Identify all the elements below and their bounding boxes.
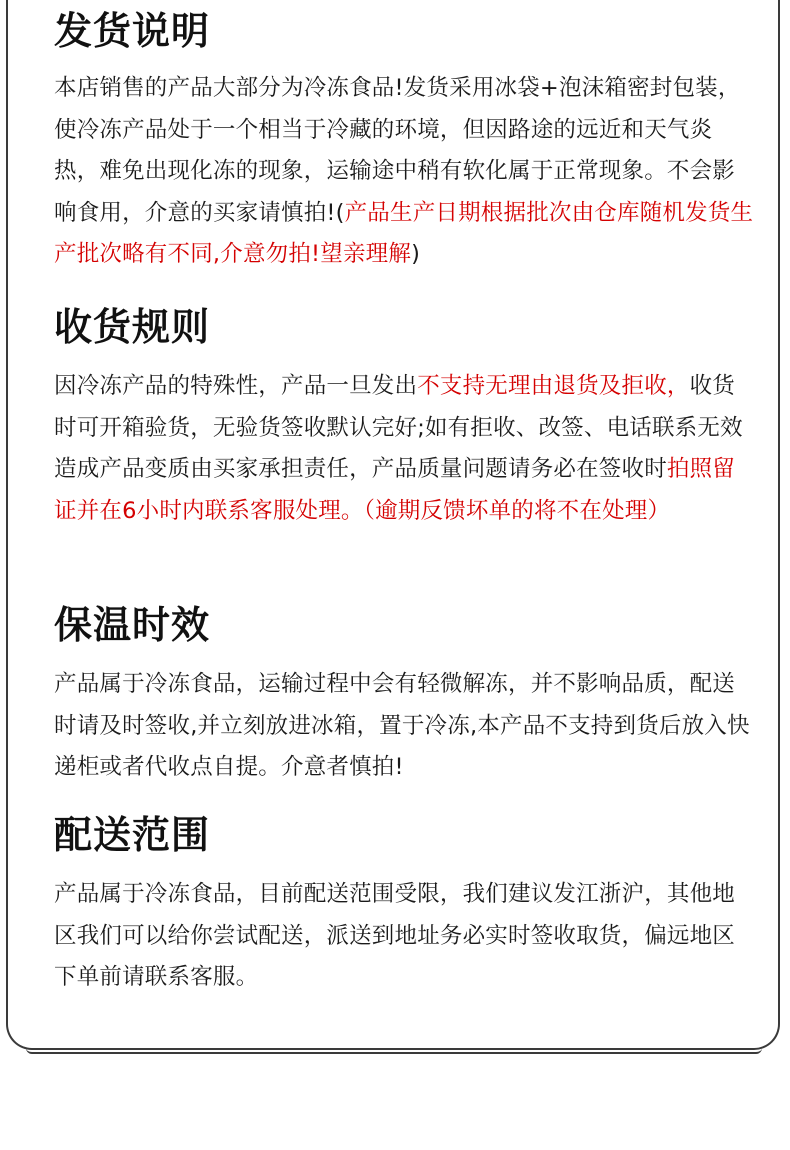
insulation-title: 保温时效: [54, 603, 211, 647]
receiving-section: [54, 304, 754, 532]
shipping-body-tail: ): [411, 241, 421, 267]
shipping-body: [54, 68, 754, 276]
receiving-body-text-2: 收货时可开箱验货，无验货签收默认完好;如有拒收、改签、电话联系无效造成产品变质由买家承担责任，产品质量问题请务必在签收时: [54, 373, 743, 482]
receiving-body-highlight-1: 不支持无理由退货及拒收，: [417, 373, 690, 399]
card-bottom-edge: [26, 1048, 762, 1054]
receiving-body: [54, 366, 754, 532]
delivery-title: 配送范围: [54, 813, 211, 857]
shipping-section: [54, 8, 754, 276]
delivery-body: 产品属于冷冻食品，目前配送范围受限，我们建议发江浙沪，其他地区我们可以给你尝试配送，派送到地址务必实时签收取货，偏远地区下单前请联系客服。: [54, 881, 736, 990]
receiving-body-highlight-2: 拍照留证并在6小时内联系客服处理。（逾期反馈坏单的将不在处理）: [54, 456, 736, 524]
insulation-section: [54, 602, 754, 789]
shipping-body-highlight: 产品生产日期根据批次由仓库随机发货生产批次略有不同,介意勿拍!望亲理解: [54, 199, 754, 267]
shipping-title: 发货说明: [54, 9, 211, 53]
receiving-body-text-1: 因冷冻产品的特殊性，产品一旦发出: [54, 373, 418, 399]
receiving-title: 收货规则: [54, 305, 211, 349]
delivery-section: [54, 812, 754, 999]
insulation-body: 产品属于冷冻食品，运输过程中会有轻微解冻，并不影响品质，配送时请及时签收,并立刻放进冰箱，置于冷冻,本产品不支持到货后放入快递柜或者代收点自提。介意者慎拍!: [54, 671, 750, 780]
shipping-body-text: 本店销售的产品大部分为冷冻食品!发货采用冰袋+泡沫箱密封包装，使冷冻产品处于一个相当于冷藏的环境，但因路途的远近和天气炎热，难免出现化冻的现象，运输途中稍有软化属于正常现象。不会影响食用，介意的买家请慎拍!(: [54, 75, 741, 226]
